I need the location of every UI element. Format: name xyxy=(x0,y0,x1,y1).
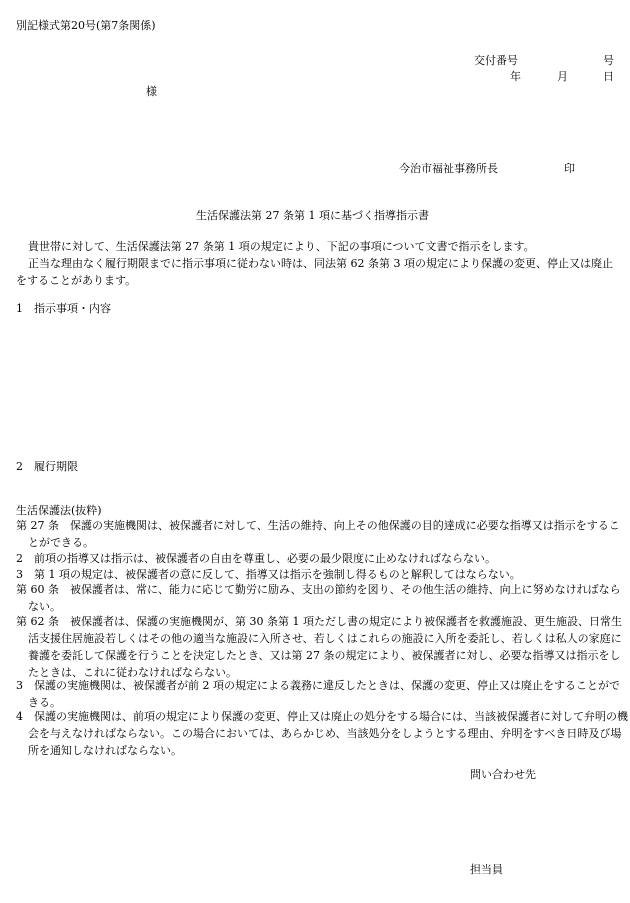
addressee-suffix: 様 xyxy=(146,85,157,98)
issue-number-label: 交付番号 xyxy=(474,54,518,67)
date-day: 日 xyxy=(603,70,614,83)
excerpt-article-27: 第 27 条 保護の実施機関は、被保護者に対して、生活の維持、向上その他保護の目的達成に必要な指導又は指示をすることができる。 xyxy=(16,519,620,549)
form-label: 別記様式第20号(第7条関係) xyxy=(16,19,156,32)
issue-number-suffix: 号 xyxy=(603,54,614,67)
date-month: 月 xyxy=(557,70,568,83)
date-year: 年 xyxy=(510,70,521,83)
intro-paragraph-1: 貴世帯に対して、生活保護法第 27 条第 1 項の規定により、下記の事項について文書で指示をします。 xyxy=(28,240,535,253)
section-deadline-heading: 2 履行期限 xyxy=(16,460,78,473)
section-instructions-heading: 1 指示事項・内容 xyxy=(16,302,111,315)
excerpt-article-62-para-4: 4 保護の実施機関は、前項の規定により保護の変更、停止又は廃止の処分をする場合には、当該被保護者に対して弁明の機会を与えなければならない。この場合においては、あらかじめ、当該処分をしようとする理由、弁明をすべき日時及び場所を通知しなければならない。 xyxy=(16,710,628,757)
contact-label: 問い合わせ先 xyxy=(470,768,536,781)
intro-paragraph-2: 正当な理由なく履行期限までに指示事項に従わない時は、同法第 62 条第 3 項の規定により保護の変更、停止又は廃止をすることがあります。 xyxy=(16,257,613,287)
staff-label: 担当員 xyxy=(470,863,503,876)
seal-mark: 印 xyxy=(564,162,575,175)
excerpt-article-27-para-3: 3 第 1 項の規定は、被保護者の意に反して、指導又は指示を強制し得るものと解釈してはならない。 xyxy=(16,568,521,581)
excerpt-title: 生活保護法(抜粋) xyxy=(16,504,102,517)
issuer-name: 今治市福祉事務所長 xyxy=(399,162,498,175)
excerpt-article-60: 第 60 条 被保護者は、常に、能力に応じて勤労に励み、支出の節約を図り、その他生活の維持、向上に努めなければならない。 xyxy=(16,583,621,613)
document-title: 生活保護法第 27 条第 1 項に基づく指導指示書 xyxy=(196,209,429,222)
excerpt-article-62-para-3: 3 保護の実施機関は、被保護者が前 2 項の規定による義務に違反したときは、保護の変更、停止又は廃止をすることができる。 xyxy=(16,679,620,709)
excerpt-article-27-para-2: 2 前項の指導又は指示は、被保護者の自由を尊重し、必要の最少限度に止めなければならない。 xyxy=(16,552,496,565)
excerpt-article-62: 第 62 条 被保護者は、保護の実施機関が、第 30 条第 1 項ただし書の規定により被保護者を救護施設、更生施設、日常生活支援住居施設若しくはその他の適当な施設に入所させ、若しくはこれらの施設に入所を委託し、若しくは私人の家庭に養護を委託して保護を行うことを決定したとき、又は第 27 条の規定により、被保護者に対し、必要な指導又は指示をしたときは、これに従わなければならない。 xyxy=(16,615,622,679)
